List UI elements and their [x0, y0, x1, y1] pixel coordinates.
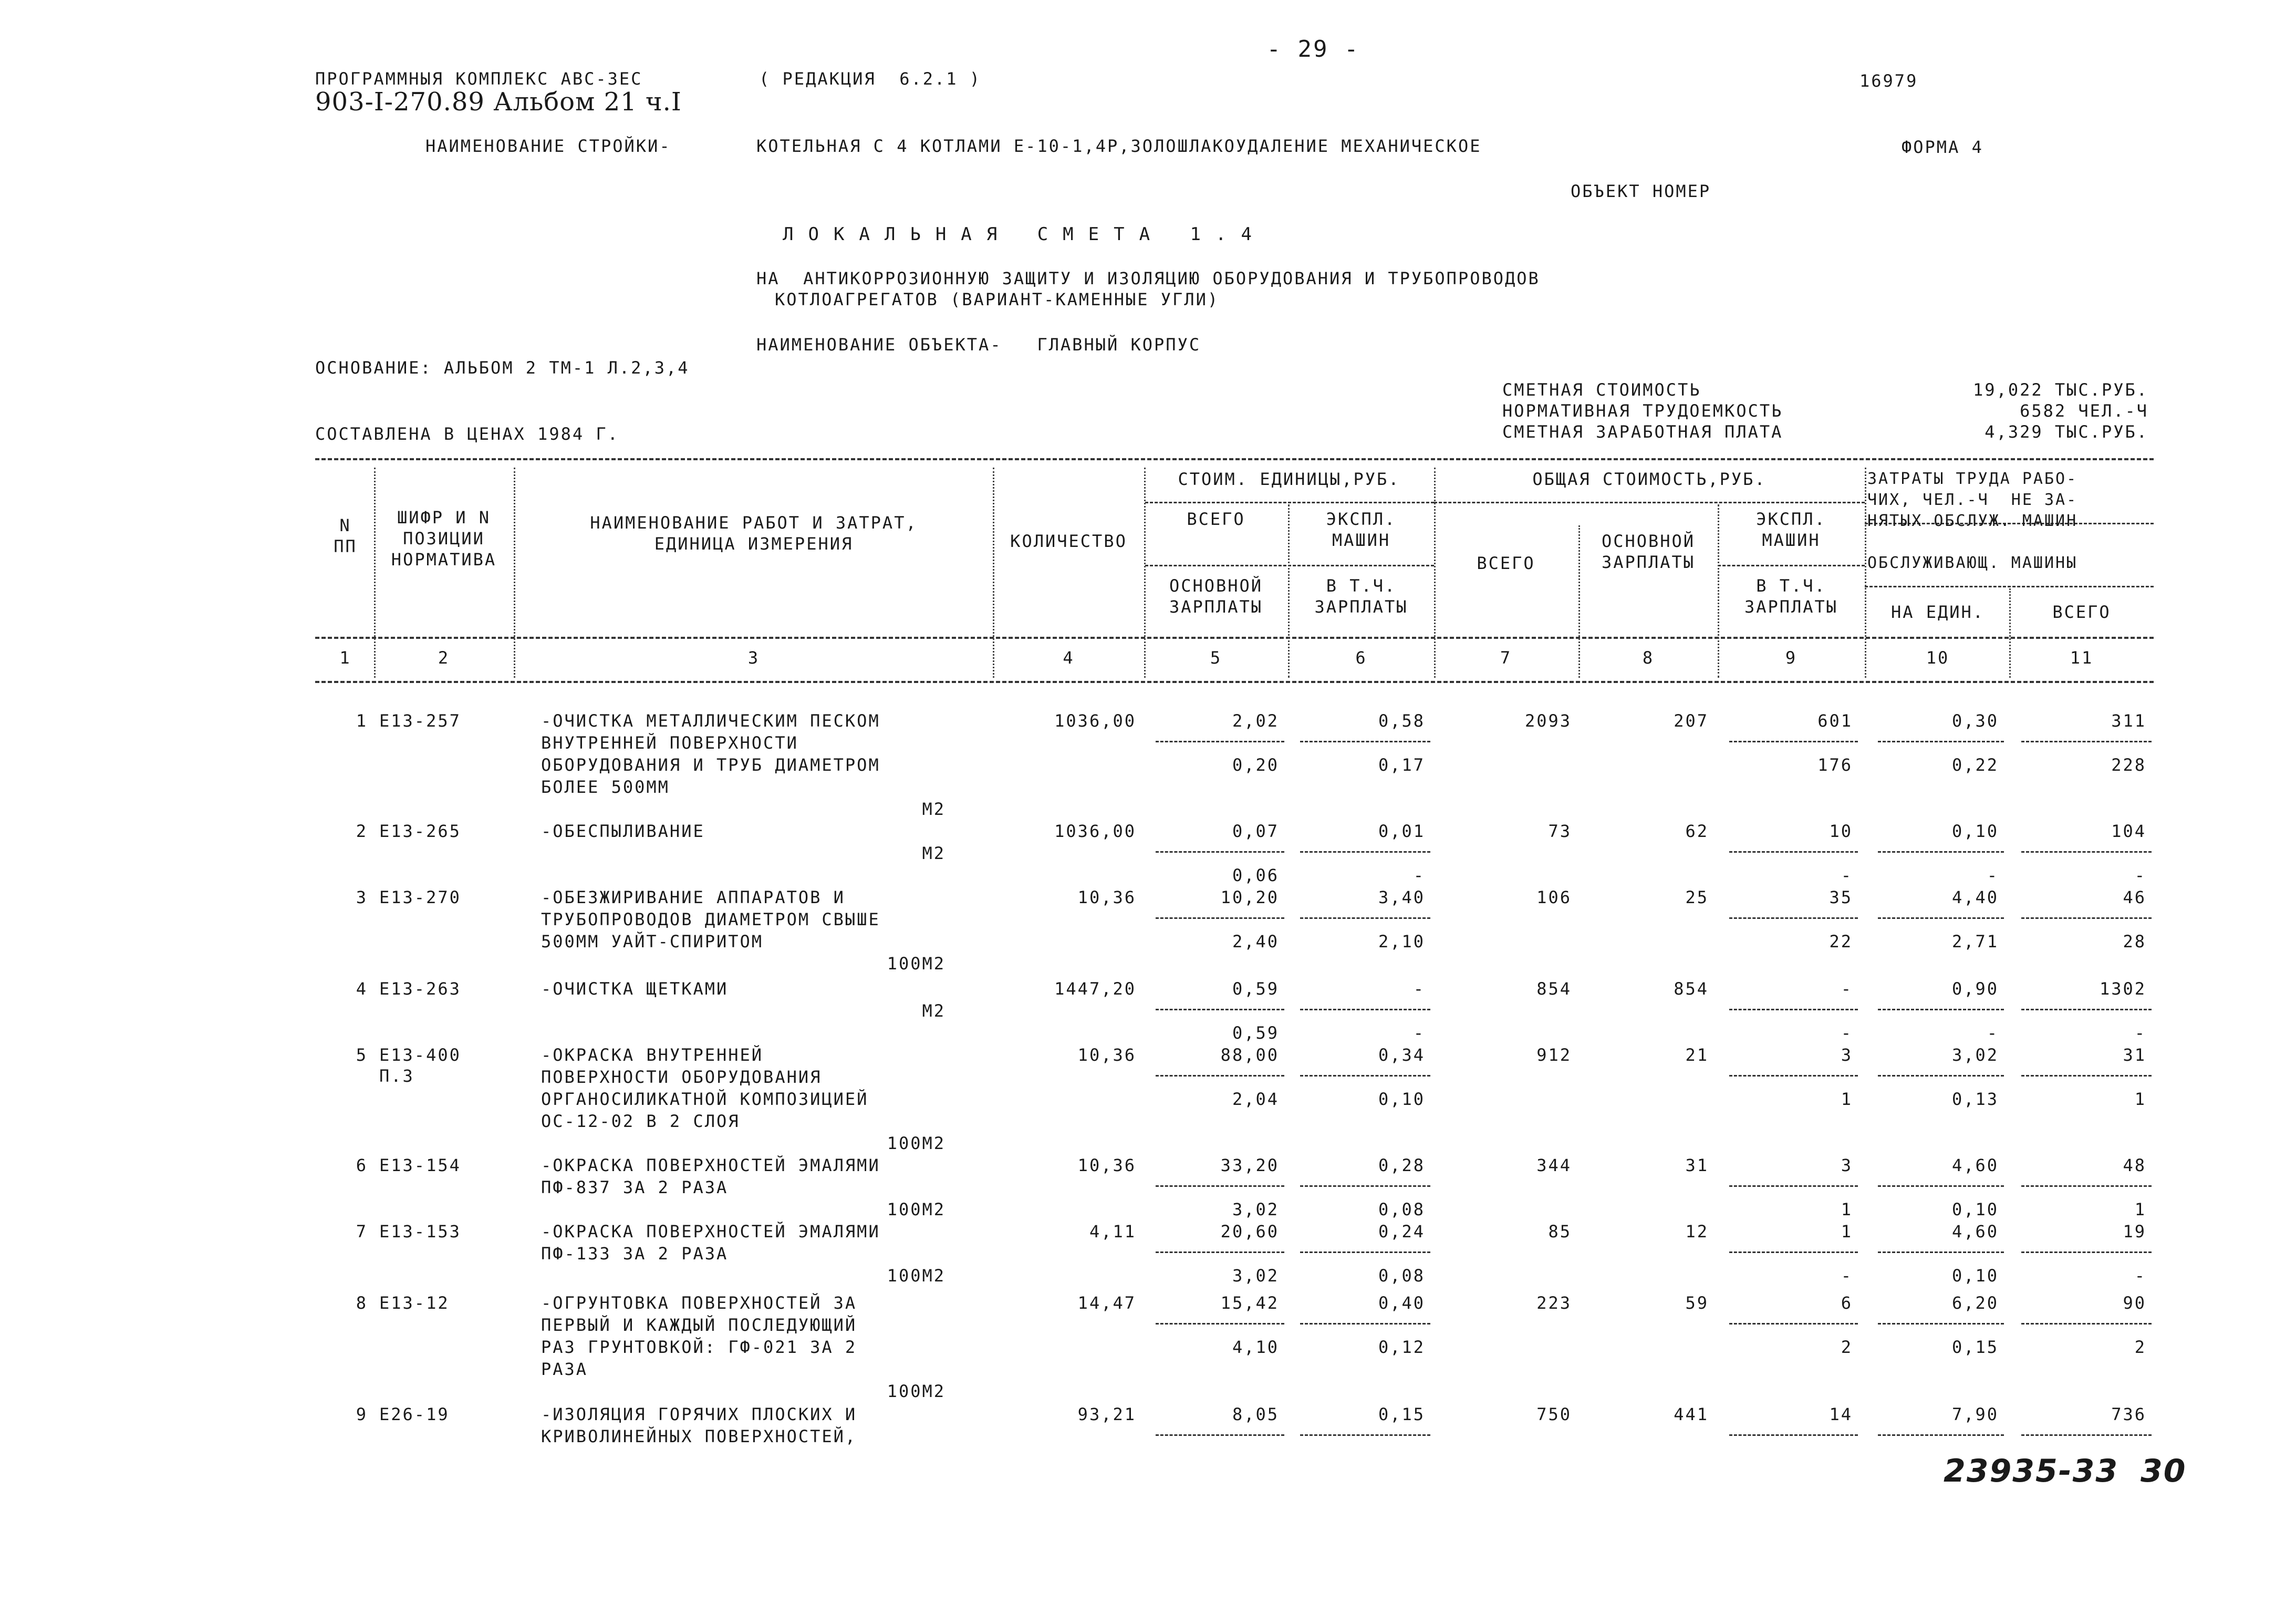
- cell-c6b: 0,08: [1378, 1199, 1425, 1219]
- rule-line: [315, 458, 2154, 460]
- row-name-line: ПОВЕРХНОСТИ ОБОРУДОВАНИЯ: [541, 1067, 822, 1087]
- row-quantity: 14,47: [1077, 1293, 1136, 1313]
- row-name-line: ОС-12-02 В 2 СЛОЯ: [541, 1111, 740, 1131]
- column-number: 6: [1355, 648, 1367, 668]
- column-divider: [1865, 468, 1866, 678]
- cell-c9: 3: [1841, 1045, 1853, 1065]
- cell-divider: [1878, 917, 2004, 919]
- object-name: НАИМЕНОВАНИЕ ОБЪЕКТА- ГЛАВНЫЙ КОРПУС: [756, 335, 1201, 355]
- rule-line: [315, 681, 2154, 683]
- column-header-unit-total: ВСЕГО: [1187, 509, 1245, 529]
- cell-c5: 2,02: [1232, 711, 1279, 731]
- cell-c5: 10,20: [1220, 887, 1279, 907]
- column-header-code: ШИФР И N ПОЗИЦИИ НОРМАТИВА: [391, 508, 497, 570]
- column-header-total-basic-wage: ОСНОВНОЙ ЗАРПЛАТЫ: [1601, 531, 1696, 572]
- row-number: 5: [356, 1045, 368, 1065]
- cell-c11: 90: [2123, 1293, 2146, 1313]
- row-number: 6: [356, 1155, 368, 1175]
- cell-c9b: 176: [1817, 755, 1853, 775]
- column-divider: [1144, 468, 1146, 678]
- cell-divider: [1878, 1434, 2004, 1436]
- cell-c11b: 2: [2134, 1337, 2146, 1357]
- cell-divider: [1300, 917, 1430, 919]
- cell-c7: 912: [1536, 1045, 1572, 1065]
- summary-label: СМЕТНАЯ ЗАРАБОТНАЯ ПЛАТА: [1502, 422, 1783, 442]
- row-name-line: ОРГАНОСИЛИКАТНОЙ КОМПОЗИЦИЕЙ: [541, 1089, 869, 1109]
- row-quantity: 4,11: [1089, 1222, 1136, 1241]
- row-number: 3: [356, 887, 368, 907]
- column-number: 9: [1785, 648, 1798, 668]
- cell-divider: [2021, 851, 2152, 853]
- row-code: Е13-263: [379, 979, 461, 999]
- cell-divider: [1729, 1323, 1858, 1325]
- cell-c5b: 0,59: [1232, 1023, 1279, 1043]
- row-name-line: РАЗА: [541, 1359, 588, 1379]
- cell-divider: [1878, 1009, 2004, 1010]
- cell-c6b: -: [1413, 865, 1425, 885]
- cell-c5: 15,42: [1220, 1293, 1279, 1313]
- cell-divider: [2021, 1009, 2152, 1010]
- cell-divider: [1878, 741, 2004, 742]
- cell-c9b: -: [1841, 865, 1853, 885]
- cell-c5b: 2,40: [1232, 932, 1279, 951]
- cell-divider: [1300, 1323, 1430, 1325]
- subject-line-1: НА АНТИКОРРОЗИОННУЮ ЗАЩИТУ И ИЗОЛЯЦИЮ ОБОРУДОВАНИЯ И ТРУБОПРОВОДОВ: [756, 268, 1540, 288]
- cell-c6: 0,40: [1378, 1293, 1425, 1313]
- cell-c10b: 2,71: [1951, 932, 1999, 951]
- cell-c5: 0,07: [1232, 821, 1279, 841]
- cell-divider: [1729, 1434, 1858, 1436]
- cell-c6b: -: [1413, 1023, 1425, 1043]
- cell-c6: 0,01: [1378, 821, 1425, 841]
- row-name-line: -ОБЕЗЖИРИВАНИЕ АППАРАТОВ И: [541, 887, 845, 907]
- cell-c6b: 0,08: [1378, 1266, 1425, 1286]
- summary-value: 6582 ЧЕЛ.-Ч: [2020, 401, 2148, 421]
- cell-c6: 0,24: [1378, 1222, 1425, 1241]
- column-header-labor-unit: НА ЕДИН.: [1890, 602, 1985, 622]
- cell-divider: [1156, 1075, 1284, 1077]
- cell-c7: 344: [1536, 1155, 1572, 1175]
- column-header-total-cost: ОБЩАЯ СТОИМОСТЬ,РУБ.: [1532, 469, 1767, 489]
- sheet-number: 30: [2141, 1453, 2187, 1489]
- column-header-labor: ЗАТРАТЫ ТРУДА РАБО- ЧИХ, ЧЕЛ.-Ч НЕ ЗА- НЯТЫХ ОБСЛУЖ. МАШИН: [1867, 470, 2078, 530]
- cell-divider: [1729, 741, 1858, 742]
- row-name-line: КРИВОЛИНЕЙНЫХ ПОВЕРХНОСТЕЙ,: [541, 1426, 857, 1446]
- construction-label: НАИМЕНОВАНИЕ СТРОЙКИ-: [425, 136, 671, 156]
- cell-c7: 73: [1548, 821, 1572, 841]
- column-header-n: N ПП: [334, 515, 357, 556]
- cell-divider: [1300, 741, 1430, 742]
- cell-c9: 1: [1841, 1222, 1853, 1241]
- cell-c8: 62: [1685, 821, 1709, 841]
- rule-line: [1865, 586, 2154, 587]
- row-name-line: ПФ-837 ЗА 2 РАЗА: [541, 1177, 729, 1197]
- cell-c8: 21: [1685, 1045, 1709, 1065]
- column-number: 3: [747, 648, 760, 668]
- cell-c6: 0,28: [1378, 1155, 1425, 1175]
- cell-divider: [2021, 1251, 2152, 1253]
- cell-c9b: 1: [1841, 1089, 1853, 1109]
- cell-c8: 207: [1674, 711, 1709, 731]
- cell-divider: [2021, 741, 2152, 742]
- cell-c9: 6: [1841, 1293, 1853, 1313]
- cell-c6: 0,34: [1378, 1045, 1425, 1065]
- cell-c6b: 0,12: [1378, 1337, 1425, 1357]
- cell-divider: [1156, 1009, 1284, 1010]
- cell-divider: [1300, 851, 1430, 853]
- cell-c5b: 4,10: [1232, 1337, 1279, 1357]
- cell-c5: 0,59: [1232, 979, 1279, 999]
- cell-c10b: 0,15: [1951, 1337, 1999, 1357]
- row-quantity: 1036,00: [1054, 821, 1136, 841]
- rule-line: [315, 637, 2154, 639]
- column-number: 7: [1500, 648, 1512, 668]
- stamp-number: 23935-33: [1944, 1453, 2119, 1489]
- row-name-line: ПФ-133 ЗА 2 РАЗА: [541, 1244, 729, 1264]
- cell-c8: 854: [1674, 979, 1709, 999]
- column-number: 11: [2070, 648, 2094, 668]
- cell-c11: 48: [2123, 1155, 2146, 1175]
- cell-divider: [1156, 1251, 1284, 1253]
- row-quantity: 10,36: [1077, 1155, 1136, 1175]
- row-code: Е13-12: [379, 1293, 450, 1313]
- row-name-line: ПЕРВЫЙ И КАЖДЫЙ ПОСЛЕДУЮЩИЙ: [541, 1315, 857, 1335]
- cell-c10: 4,40: [1951, 887, 1999, 907]
- cell-divider: [1156, 1185, 1284, 1187]
- estimate-title: ЛОКАЛЬНАЯ СМЕТА 1.4: [783, 224, 1266, 245]
- cell-c9: 601: [1817, 711, 1853, 731]
- row-unit: М2: [922, 799, 946, 819]
- cell-divider: [1729, 1251, 1858, 1253]
- cell-divider: [1878, 1251, 2004, 1253]
- row-unit: 100М2: [887, 1381, 946, 1401]
- cell-divider: [1878, 1075, 2004, 1077]
- cell-c11b: -: [2134, 1266, 2146, 1286]
- cell-c9: 14: [1829, 1404, 1853, 1424]
- cell-divider: [1156, 1323, 1284, 1325]
- cell-c8: 59: [1685, 1293, 1709, 1313]
- summary-label: НОРМАТИВНАЯ ТРУДОЕМКОСТЬ: [1502, 401, 1783, 421]
- cell-c11: 31: [2123, 1045, 2146, 1065]
- cell-c10: 6,20: [1951, 1293, 1999, 1313]
- cell-c8: 441: [1674, 1404, 1709, 1424]
- cell-c11b: 1: [2134, 1089, 2146, 1109]
- cell-divider: [1300, 1185, 1430, 1187]
- cell-c8: 12: [1685, 1222, 1709, 1241]
- cell-c5: 20,60: [1220, 1222, 1279, 1241]
- column-header-labor-serv: ОБСЛУЖИВАЮЩ. МАШИНЫ: [1867, 554, 2078, 572]
- row-quantity: 1447,20: [1054, 979, 1136, 999]
- summary-label: СМЕТНАЯ СТОИМОСТЬ: [1502, 380, 1701, 400]
- cell-c5: 8,05: [1232, 1404, 1279, 1424]
- row-code: Е13-153: [379, 1222, 461, 1241]
- row-name-line: -ОКРАСКА ПОВЕРХНОСТЕЙ ЭМАЛЯМИ: [541, 1222, 880, 1241]
- cell-c11b: -: [2134, 1023, 2146, 1043]
- cell-c11: 19: [2123, 1222, 2146, 1241]
- row-name-line: -ОКРАСКА ПОВЕРХНОСТЕЙ ЭМАЛЯМИ: [541, 1155, 880, 1175]
- cell-c10: 3,02: [1951, 1045, 1999, 1065]
- column-header-total-incl-wage: В Т.Ч. ЗАРПЛАТЫ: [1744, 576, 1838, 617]
- rule-line: [1434, 502, 1865, 503]
- cell-c10: 4,60: [1951, 1155, 1999, 1175]
- row-code: Е13-400 П.3: [379, 1045, 461, 1086]
- cell-divider: [1729, 1075, 1858, 1077]
- column-header-unit-incl-wage: В Т.Ч. ЗАРПЛАТЫ: [1314, 576, 1408, 617]
- row-name-line: -ОКРАСКА ВНУТРЕННЕЙ: [541, 1045, 764, 1065]
- cell-c9: -: [1841, 979, 1853, 999]
- row-name-line: БОЛЕЕ 500ММ: [541, 777, 670, 797]
- column-header-unit-cost: СТОИМ. ЕДИНИЦЫ,РУБ.: [1178, 469, 1400, 489]
- cell-c10b: -: [1987, 865, 1999, 885]
- row-number: 1: [356, 711, 368, 731]
- cell-divider: [1729, 1185, 1858, 1187]
- cell-divider: [1878, 1185, 2004, 1187]
- basis: ОСНОВАНИЕ: АЛЬБОМ 2 ТМ-1 Л.2,3,4: [315, 358, 690, 378]
- cell-c9b: 2: [1841, 1337, 1853, 1357]
- cell-divider: [1156, 851, 1284, 853]
- cell-c10b: 0,22: [1951, 755, 1999, 775]
- row-code: Е13-265: [379, 821, 461, 841]
- cell-c10b: 0,13: [1951, 1089, 1999, 1109]
- cell-c11: 104: [2111, 821, 2146, 841]
- cell-divider: [1156, 741, 1284, 742]
- row-number: 8: [356, 1293, 368, 1313]
- cell-c11b: 1: [2134, 1199, 2146, 1219]
- row-name-line: РАЗ ГРУНТОВКОЙ: ГФ-021 ЗА 2: [541, 1337, 857, 1357]
- cell-c7: 85: [1548, 1222, 1572, 1241]
- row-quantity: 93,21: [1077, 1404, 1136, 1424]
- cell-c5b: 0,20: [1232, 755, 1279, 775]
- cell-c11b: 228: [2111, 755, 2146, 775]
- form-label: ФОРМА 4: [1902, 137, 1983, 157]
- cell-divider: [2021, 1075, 2152, 1077]
- row-unit: 100М2: [887, 1133, 946, 1153]
- rule-line: [1145, 565, 1434, 566]
- column-number: 2: [438, 648, 450, 668]
- row-name-line: ОБОРУДОВАНИЯ И ТРУБ ДИАМЕТРОМ: [541, 755, 880, 775]
- row-quantity: 1036,00: [1054, 711, 1136, 731]
- column-header-unit-machines: ЭКСПЛ. МАШИН: [1326, 509, 1397, 550]
- cell-divider: [1156, 1434, 1284, 1436]
- rule-line: [1718, 565, 1865, 566]
- cell-c10b: 0,10: [1951, 1199, 1999, 1219]
- cell-c10: 0,10: [1951, 821, 1999, 841]
- row-name-line: -ОЧИСТКА МЕТАЛЛИЧЕСКИМ ПЕСКОМ: [541, 711, 880, 731]
- row-number: 2: [356, 821, 368, 841]
- cell-divider: [1729, 917, 1858, 919]
- cell-divider: [1729, 1009, 1858, 1010]
- cell-c7: 854: [1536, 979, 1572, 999]
- cell-c7: 750: [1536, 1404, 1572, 1424]
- cell-c6b: 0,17: [1378, 755, 1425, 775]
- cell-c6: -: [1413, 979, 1425, 999]
- cell-divider: [1300, 1075, 1430, 1077]
- row-unit: М2: [922, 1001, 946, 1021]
- cell-divider: [2021, 1185, 2152, 1187]
- cell-c11b: -: [2134, 865, 2146, 885]
- cell-c9: 3: [1841, 1155, 1853, 1175]
- cell-c8: 31: [1685, 1155, 1709, 1175]
- program-name: ПРОГРАММНЫЯ КОМПЛЕКС АВС-3ЕС: [315, 69, 643, 89]
- cell-divider: [1156, 917, 1284, 919]
- cell-c9: 35: [1829, 887, 1853, 907]
- row-name-line: 500ММ УАЙТ-СПИРИТОМ: [541, 932, 764, 951]
- column-header-labor-total: ВСЕГО: [2052, 602, 2111, 622]
- row-code: Е26-19: [379, 1404, 450, 1424]
- cell-c11: 311: [2111, 711, 2146, 731]
- cell-c10b: -: [1987, 1023, 1999, 1043]
- cell-divider: [2021, 917, 2152, 919]
- row-quantity: 10,36: [1077, 887, 1136, 907]
- cell-divider: [1300, 1251, 1430, 1253]
- cell-divider: [1878, 851, 2004, 853]
- column-number: 10: [1926, 648, 1950, 668]
- cell-c8: 25: [1685, 887, 1709, 907]
- column-header-name: НАИМЕНОВАНИЕ РАБОТ И ЗАТРАТ, ЕДИНИЦА ИЗМЕРЕНИЯ: [590, 513, 918, 554]
- row-name-line: -ОБЕСПЫЛИВАНИЕ: [541, 821, 705, 841]
- edition: ( РЕДАКЦИЯ 6.2.1 ): [759, 69, 982, 89]
- page-number: - 29 -: [1266, 36, 1360, 63]
- cell-c6b: 2,10: [1378, 932, 1425, 951]
- cell-c9b: 22: [1829, 932, 1853, 951]
- cell-c5b: 2,04: [1232, 1089, 1279, 1109]
- cell-c5b: 3,02: [1232, 1199, 1279, 1219]
- cell-divider: [1878, 1323, 2004, 1325]
- column-header-unit-basic-wage: ОСНОВНОЙ ЗАРПЛАТЫ: [1169, 576, 1263, 617]
- column-divider: [993, 468, 994, 678]
- column-header-quantity: КОЛИЧЕСТВО: [1010, 531, 1127, 551]
- column-header-total-all: ВСЕГО: [1477, 553, 1535, 573]
- rule-line: [1145, 502, 1434, 503]
- summary-value: 4,329 ТЫС.РУБ.: [1985, 422, 2148, 442]
- row-code: Е13-154: [379, 1155, 461, 1175]
- cell-divider: [1300, 1009, 1430, 1010]
- cell-c9: 10: [1829, 821, 1853, 841]
- column-header-total-machines: ЭКСПЛ. МАШИН: [1756, 509, 1826, 550]
- prices-year: СОСТАВЛЕНА В ЦЕНАХ 1984 Г.: [315, 424, 619, 444]
- cell-c9b: 1: [1841, 1199, 1853, 1219]
- album-reference: 903-I-270.89 Альбом 21 ч.I: [315, 87, 682, 117]
- cell-c11: 1302: [2099, 979, 2146, 999]
- row-number: 4: [356, 979, 368, 999]
- row-name-line: -ИЗОЛЯЦИЯ ГОРЯЧИХ ПЛОСКИХ И: [541, 1404, 857, 1424]
- row-name-line: -ОЧИСТКА ЩЕТКАМИ: [541, 979, 729, 999]
- cell-divider: [1729, 851, 1858, 853]
- cell-c6: 0,15: [1378, 1404, 1425, 1424]
- row-number: 7: [356, 1222, 368, 1241]
- cell-c5: 33,20: [1220, 1155, 1279, 1175]
- subject-line-2: КОТЛОАГРЕГАТОВ (ВАРИАНТ-КАМЕННЫЕ УГЛИ): [775, 289, 1220, 309]
- column-number: 4: [1063, 648, 1075, 668]
- cell-c6b: 0,10: [1378, 1089, 1425, 1109]
- cell-c10: 7,90: [1951, 1404, 1999, 1424]
- cell-c11: 46: [2123, 887, 2146, 907]
- row-unit: 100М2: [887, 954, 946, 974]
- object-number: ОБЪЕКТ НОМЕР: [1571, 181, 1711, 201]
- row-name-line: -ОГРУНТОВКА ПОВЕРХНОСТЕЙ ЗА: [541, 1293, 857, 1313]
- column-divider: [374, 468, 376, 678]
- cell-divider: [2021, 1434, 2152, 1436]
- document-number: 16979: [1859, 71, 1918, 91]
- cell-c7: 223: [1536, 1293, 1572, 1313]
- construction-name: КОТЕЛЬНАЯ С 4 КОТЛАМИ Е-10-1,4Р,ЗОЛОШЛАКОУДАЛЕНИЕ МЕХАНИЧЕСКОЕ: [756, 136, 1482, 156]
- row-unit: 100М2: [887, 1266, 946, 1286]
- row-name-line: ВНУТРЕННЕЙ ПОВЕРХНОСТИ: [541, 733, 798, 753]
- cell-divider: [2021, 1323, 2152, 1325]
- cell-c10b: 0,10: [1951, 1266, 1999, 1286]
- cell-c10: 0,90: [1951, 979, 1999, 999]
- cell-c6: 0,58: [1378, 711, 1425, 731]
- row-number: 9: [356, 1404, 368, 1424]
- row-unit: 100М2: [887, 1199, 946, 1219]
- cell-c5: 88,00: [1220, 1045, 1279, 1065]
- cell-c9b: -: [1841, 1266, 1853, 1286]
- cell-c10: 0,30: [1951, 711, 1999, 731]
- row-code: Е13-257: [379, 711, 461, 731]
- row-quantity: 10,36: [1077, 1045, 1136, 1065]
- summary-value: 19,022 ТЫС.РУБ.: [1973, 380, 2148, 400]
- column-number: 8: [1642, 648, 1655, 668]
- cell-c10: 4,60: [1951, 1222, 1999, 1241]
- column-divider: [514, 468, 515, 678]
- cell-c11: 736: [2111, 1404, 2146, 1424]
- row-name-line: ТРУБОПРОВОДОВ ДИАМЕТРОМ СВЫШЕ: [541, 909, 880, 929]
- cell-c5b: 3,02: [1232, 1266, 1279, 1286]
- cell-c5b: 0,06: [1232, 865, 1279, 885]
- cell-c7: 106: [1536, 887, 1572, 907]
- cell-c11b: 28: [2123, 932, 2146, 951]
- cell-c9b: -: [1841, 1023, 1853, 1043]
- column-number: 1: [339, 648, 351, 668]
- row-unit: М2: [922, 843, 946, 863]
- cell-c6: 3,40: [1378, 887, 1425, 907]
- row-code: Е13-270: [379, 887, 461, 907]
- cell-divider: [1300, 1434, 1430, 1436]
- cell-c7: 2093: [1524, 711, 1572, 731]
- column-number: 5: [1210, 648, 1222, 668]
